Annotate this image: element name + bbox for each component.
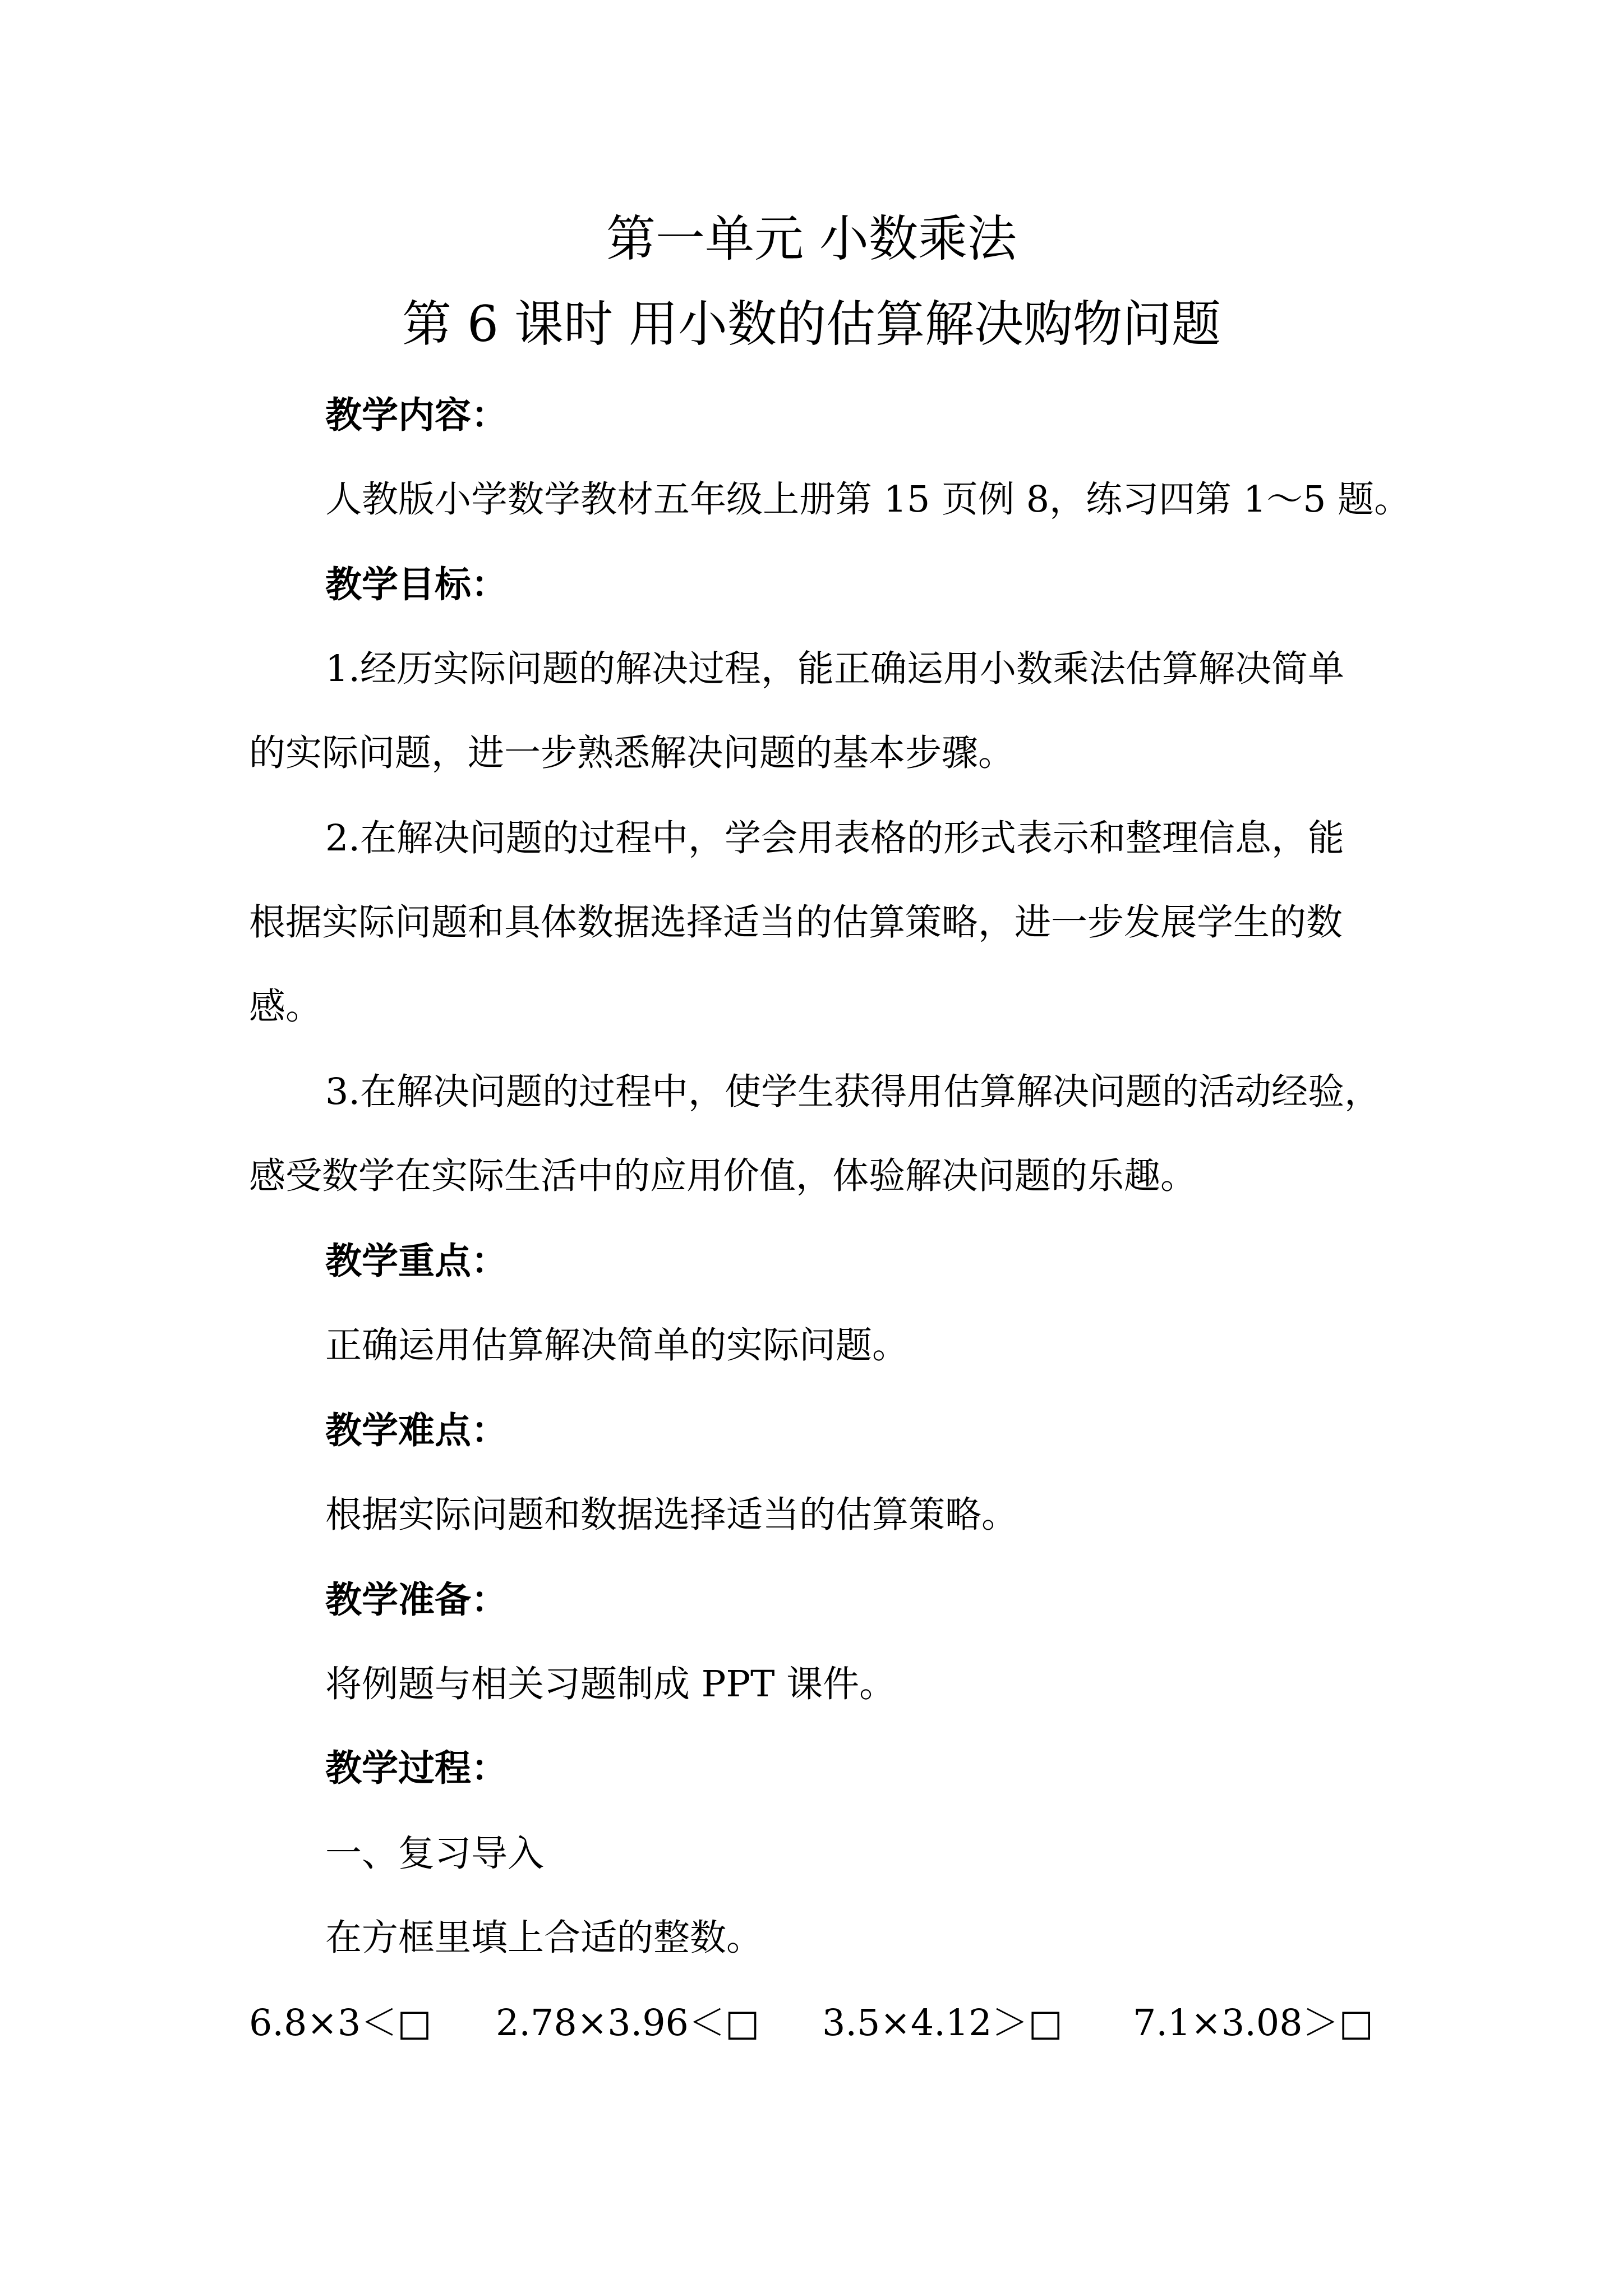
expression-4: 7.1×3.08＞□ bbox=[1133, 2002, 1373, 2044]
goal-1-line-1: 1.经历实际问题的解决过程，能正确运用小数乘法估算解决简单 bbox=[325, 648, 1345, 690]
goal-3-line-1: 3.在解决问题的过程中，使学生获得用估算解决问题的活动经验， bbox=[325, 1071, 1381, 1113]
expression-3: 3.5×4.12＞□ bbox=[822, 2002, 1063, 2044]
lesson-subtitle: 第 6 课时 用小数的估算解决购物问题 bbox=[402, 295, 1221, 353]
goal-2-line-2: 根据实际问题和具体数据选择适当的估算策略，进一步发展学生的数 bbox=[249, 901, 1343, 944]
expression-row bbox=[249, 2002, 1382, 2044]
key-points-text: 正确运用估算解决简单的实际问题。 bbox=[325, 1324, 909, 1366]
difficulty-heading: 教学难点： bbox=[325, 1409, 508, 1452]
teaching-goals-heading: 教学目标： bbox=[325, 563, 508, 606]
teaching-content-heading: 教学内容： bbox=[325, 394, 508, 436]
expression-1: 6.8×3＜□ bbox=[249, 2002, 432, 2044]
goal-2-line-3: 感。 bbox=[249, 986, 322, 1028]
difficulty-text: 根据实际问题和数据选择适当的估算策略。 bbox=[325, 1494, 1018, 1536]
goal-2-line-1: 2.在解决问题的过程中，学会用表格的形式表示和整理信息，能 bbox=[325, 817, 1345, 859]
goal-1-line-2: 的实际问题，进一步熟悉解决问题的基本步骤。 bbox=[249, 732, 1015, 774]
step-1-instruction: 在方框里填上合适的整数。 bbox=[325, 1917, 763, 1959]
process-heading: 教学过程： bbox=[325, 1747, 508, 1789]
expression-2: 2.78×3.96＜□ bbox=[496, 2002, 760, 2044]
preparation-text: 将例题与相关习题制成 PPT 课件。 bbox=[325, 1663, 896, 1705]
goal-3-line-2: 感受数学在实际生活中的应用价值，体验解决问题的乐趣。 bbox=[249, 1155, 1197, 1197]
step-1-review: 一、复习导入 bbox=[325, 1833, 545, 1875]
teaching-content-text: 人教版小学数学教材五年级上册第 15 页例 8，练习四第 1～5 题。 bbox=[325, 478, 1411, 521]
preparation-heading: 教学准备： bbox=[325, 1579, 508, 1621]
key-points-heading: 教学重点： bbox=[325, 1240, 508, 1282]
document-title: 第一单元 小数乘法 bbox=[606, 210, 1017, 268]
